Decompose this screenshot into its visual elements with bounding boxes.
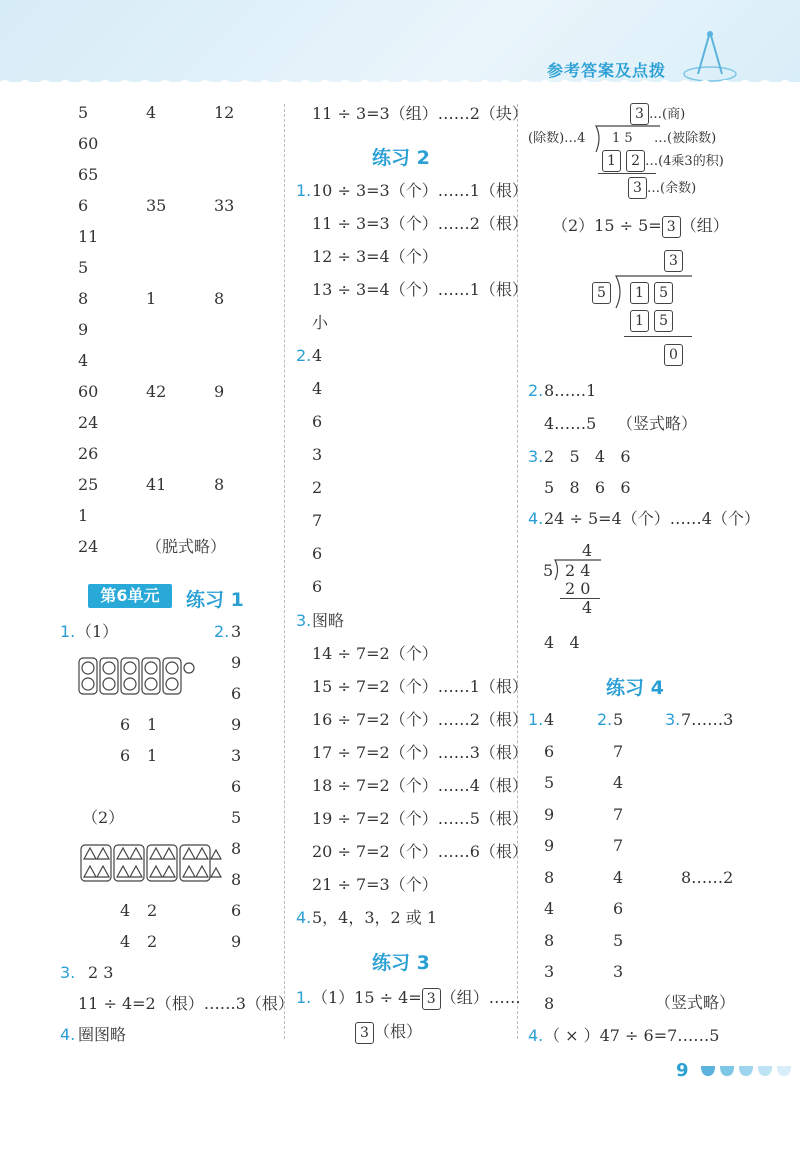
division-line: [598, 173, 656, 174]
answer-text: 2: [312, 478, 323, 497]
answer-text: 9: [214, 382, 225, 401]
answer-text: 3: [231, 622, 242, 641]
header-title: 参考答案及点拨: [547, 61, 667, 80]
q-number: 1.: [60, 622, 76, 641]
answer-text: 11: [78, 227, 99, 246]
answer-text: 18 ÷ 7=2（个）……4（根）: [312, 776, 528, 795]
answer-text: 5: [78, 103, 89, 122]
answer-text: 4: [544, 710, 555, 729]
answer-text: 7: [613, 741, 624, 761]
answer-text: 4: [544, 899, 555, 918]
answer-text: 2 0: [565, 579, 591, 598]
answer-text: 1: [147, 715, 158, 734]
answer-text: 8: [231, 839, 242, 858]
answer-text: 11 ÷ 4=2（根）……3（根）: [78, 994, 294, 1013]
answer-text: 8: [231, 870, 242, 889]
answer-text: （2）15 ÷ 5=: [552, 216, 662, 235]
q-number: 4.: [296, 908, 312, 927]
answer-text: [312, 988, 521, 1010]
answer-text: 33: [214, 196, 235, 215]
q-number: 1.: [296, 181, 312, 200]
answer-text: 8: [544, 867, 555, 887]
label-text: (除数)…4: [528, 131, 586, 146]
footer-dots-decoration: [700, 1064, 800, 1078]
answer-text: （竖式略）: [617, 414, 698, 433]
answer-text: 5: [613, 710, 624, 729]
answer-text: 4: [582, 541, 593, 560]
boxed-answer: 3: [662, 216, 681, 238]
boxed-answer: 3: [664, 250, 683, 272]
page-header: [0, 0, 800, 82]
answer-text: 3: [231, 746, 242, 765]
answer-text: 2 5 4 6: [544, 447, 631, 466]
answer-text: 6: [231, 777, 242, 796]
answer-text: （1）: [76, 622, 119, 641]
answer-text: 4: [312, 379, 323, 398]
boxed-answer: 1: [630, 282, 649, 304]
answer-text: 圈图略: [78, 1025, 127, 1044]
boxed-answer: 5: [592, 282, 611, 304]
answer-text: （根）: [374, 1022, 423, 1041]
column-divider: [517, 104, 518, 1039]
answer-text: 小: [312, 313, 329, 332]
answer-text: 1: [78, 506, 89, 525]
answer-text: 6: [78, 196, 89, 215]
q-number: 3.: [528, 447, 544, 466]
answer-text: 8……1: [544, 381, 597, 400]
label-text: …(余数): [647, 181, 697, 196]
boxed-answer: 1: [602, 150, 621, 172]
answer-text: 6: [120, 746, 131, 765]
answer-text: 4: [146, 103, 157, 122]
answer-text: 42: [146, 382, 167, 401]
answer-text: 图略: [312, 611, 345, 630]
answer-text: 11 ÷ 3=3（个）……2（根）: [312, 214, 528, 233]
q-number: 1.: [528, 710, 544, 729]
answer-text: 4: [78, 351, 89, 370]
answer-text: 2 3: [88, 963, 114, 982]
answer-text: 5: [78, 258, 89, 277]
answer-text: 19 ÷ 7=2（个）……5（根）: [312, 809, 528, 828]
answer-text: 6: [231, 684, 242, 703]
answer-text: 3: [544, 962, 555, 981]
answer-text: 8: [78, 289, 89, 308]
answer-text: 17 ÷ 7=2（个）……3（根）: [312, 743, 528, 762]
answer-text: 6: [613, 899, 624, 918]
practice-4-title: 练习 4: [606, 677, 664, 699]
answer-text: 5: [544, 773, 555, 792]
grouped-triangles-drawing: [80, 844, 222, 884]
answer-text: （ × ）47 ÷ 6=7……5: [544, 1026, 720, 1045]
answer-text: 41: [146, 475, 167, 494]
answer-text: 7: [613, 836, 624, 855]
answer-text: 6: [120, 715, 131, 734]
answer-text: （1）15 ÷ 4=: [312, 988, 422, 1007]
answer-text: （2）: [82, 808, 125, 827]
answer-text: 8: [544, 930, 555, 950]
answer-text: 6: [231, 901, 242, 920]
answer-text: 6: [544, 741, 555, 761]
answer-text: 5，4，3，2 或 1: [312, 908, 438, 927]
q-number: 3.: [60, 963, 76, 982]
answer-text: 24: [78, 537, 99, 556]
practice-1-title: 练习 1: [186, 589, 244, 611]
answer-text: 1: [146, 289, 157, 308]
q-number: 4.: [528, 1026, 544, 1045]
answer-text: 6: [312, 577, 323, 596]
answer-text: （组）……: [440, 988, 521, 1007]
answer-text: 16 ÷ 7=2（个）……2（根）: [312, 710, 528, 729]
answer-text: 4: [613, 773, 624, 792]
answer-text: 6: [312, 544, 323, 563]
boxed-answer: 5: [654, 310, 673, 332]
answer-text: 21 ÷ 7=3（个）: [312, 875, 438, 894]
q-number: 4.: [60, 1025, 76, 1044]
answer-text: 20 ÷ 7=2（个）……6（根）: [312, 842, 528, 861]
answer-text: 8……2: [681, 868, 734, 887]
answer-text: 60: [78, 134, 99, 153]
boxed-answer: 5: [654, 282, 673, 304]
answer-text: 35: [146, 196, 167, 215]
q-number: 4.: [528, 509, 544, 528]
answer-text: 26: [78, 444, 99, 463]
answer-text: 9: [78, 320, 89, 339]
boxed-answer: 0: [664, 344, 683, 366]
grouped-circles-drawing: [78, 657, 196, 697]
answer-text: 3: [613, 962, 624, 981]
answer-text: 4: [613, 867, 624, 887]
division-line: [624, 336, 692, 337]
answer-text: 60: [78, 382, 99, 401]
answer-text: 9: [231, 932, 242, 951]
answer-text: 5: [231, 808, 242, 827]
answer-text: 5 8 6 6: [544, 478, 631, 497]
q-number: 2.: [597, 710, 613, 729]
answer-text: 1: [147, 746, 158, 765]
practice-2-title: 练习 2: [372, 147, 430, 169]
answer-text: （竖式略）: [655, 993, 736, 1012]
answer-text: 24: [78, 413, 99, 432]
answer-text: 4: [120, 901, 131, 920]
answer-text: 13 ÷ 3=4（个）……1（根）: [312, 280, 528, 299]
answer-text: 3: [312, 445, 323, 464]
q-number: 3.: [296, 611, 312, 630]
boxed-answer: 3: [355, 1022, 374, 1044]
answer-text: 5: [613, 930, 624, 950]
answer-text: 24 ÷ 5=4（个）……4（个）: [544, 509, 760, 528]
q-number: 2.: [214, 622, 230, 641]
answer-text: 8: [214, 475, 225, 494]
answer-text: 6: [312, 412, 323, 431]
answer-text: 4: [312, 346, 323, 365]
answer-text: [355, 1022, 422, 1044]
q-number: 2.: [296, 346, 312, 365]
answer-text: （脱式略）: [146, 537, 227, 556]
answer-text: 11 ÷ 3=3（组）……2（块）: [312, 104, 528, 123]
q-number: 3.: [665, 710, 681, 729]
answer-text: （组）: [680, 216, 729, 235]
answer-text: 12 ÷ 3=4（个）: [312, 247, 438, 266]
unit-badge: 第6单元: [88, 584, 172, 608]
page-number: 9: [676, 1060, 689, 1081]
boxed-answer: 2: [626, 150, 645, 172]
answer-text: 1 5: [612, 131, 633, 146]
answer-text: 9: [231, 715, 242, 734]
compass-drawing-icon: [680, 28, 740, 83]
answer-text: 8: [544, 993, 555, 1013]
label-text: …(4乘3的积): [645, 154, 724, 169]
boxed-answer: 3: [422, 988, 441, 1010]
answer-text: 7……3: [681, 710, 734, 729]
answer-text: 2: [147, 932, 158, 951]
boxed-answer: 3: [630, 103, 649, 125]
answer-text: 9: [544, 804, 555, 824]
label-text: …(商): [649, 107, 686, 122]
answer-text: 2: [147, 901, 158, 920]
answer-text: 10 ÷ 3=3（个）……1（根）: [312, 181, 528, 200]
answer-text: 5: [543, 561, 554, 580]
answer-text: 12: [214, 103, 235, 122]
answer-text: 9: [544, 836, 555, 855]
answer-text: 4 4: [544, 633, 580, 652]
q-number: 1.: [296, 988, 312, 1007]
answer-text: 7: [613, 804, 624, 824]
answer-text: 4: [120, 932, 131, 951]
answer-text: 8: [214, 289, 225, 308]
boxed-answer: 3: [628, 177, 647, 199]
q-number: 2.: [528, 381, 544, 400]
answer-text: 14 ÷ 7=2（个）: [312, 644, 438, 663]
answer-text: 15 ÷ 7=2（个）……1（根）: [312, 677, 528, 696]
answer-text: 65: [78, 165, 99, 184]
header-wave-border: [0, 78, 800, 88]
answer-text: 7: [312, 511, 323, 530]
answer-text: 4: [582, 598, 593, 617]
answer-text: 4……5: [544, 414, 597, 433]
boxed-answer: 1: [630, 310, 649, 332]
division-line: [560, 598, 600, 599]
answer-text: 25: [78, 475, 99, 494]
answer-text: 9: [231, 653, 242, 672]
column-divider: [284, 104, 285, 1039]
practice-3-title: 练习 3: [372, 952, 430, 974]
label-text: …(被除数): [654, 131, 717, 146]
answer-text: 2 4: [565, 561, 591, 580]
